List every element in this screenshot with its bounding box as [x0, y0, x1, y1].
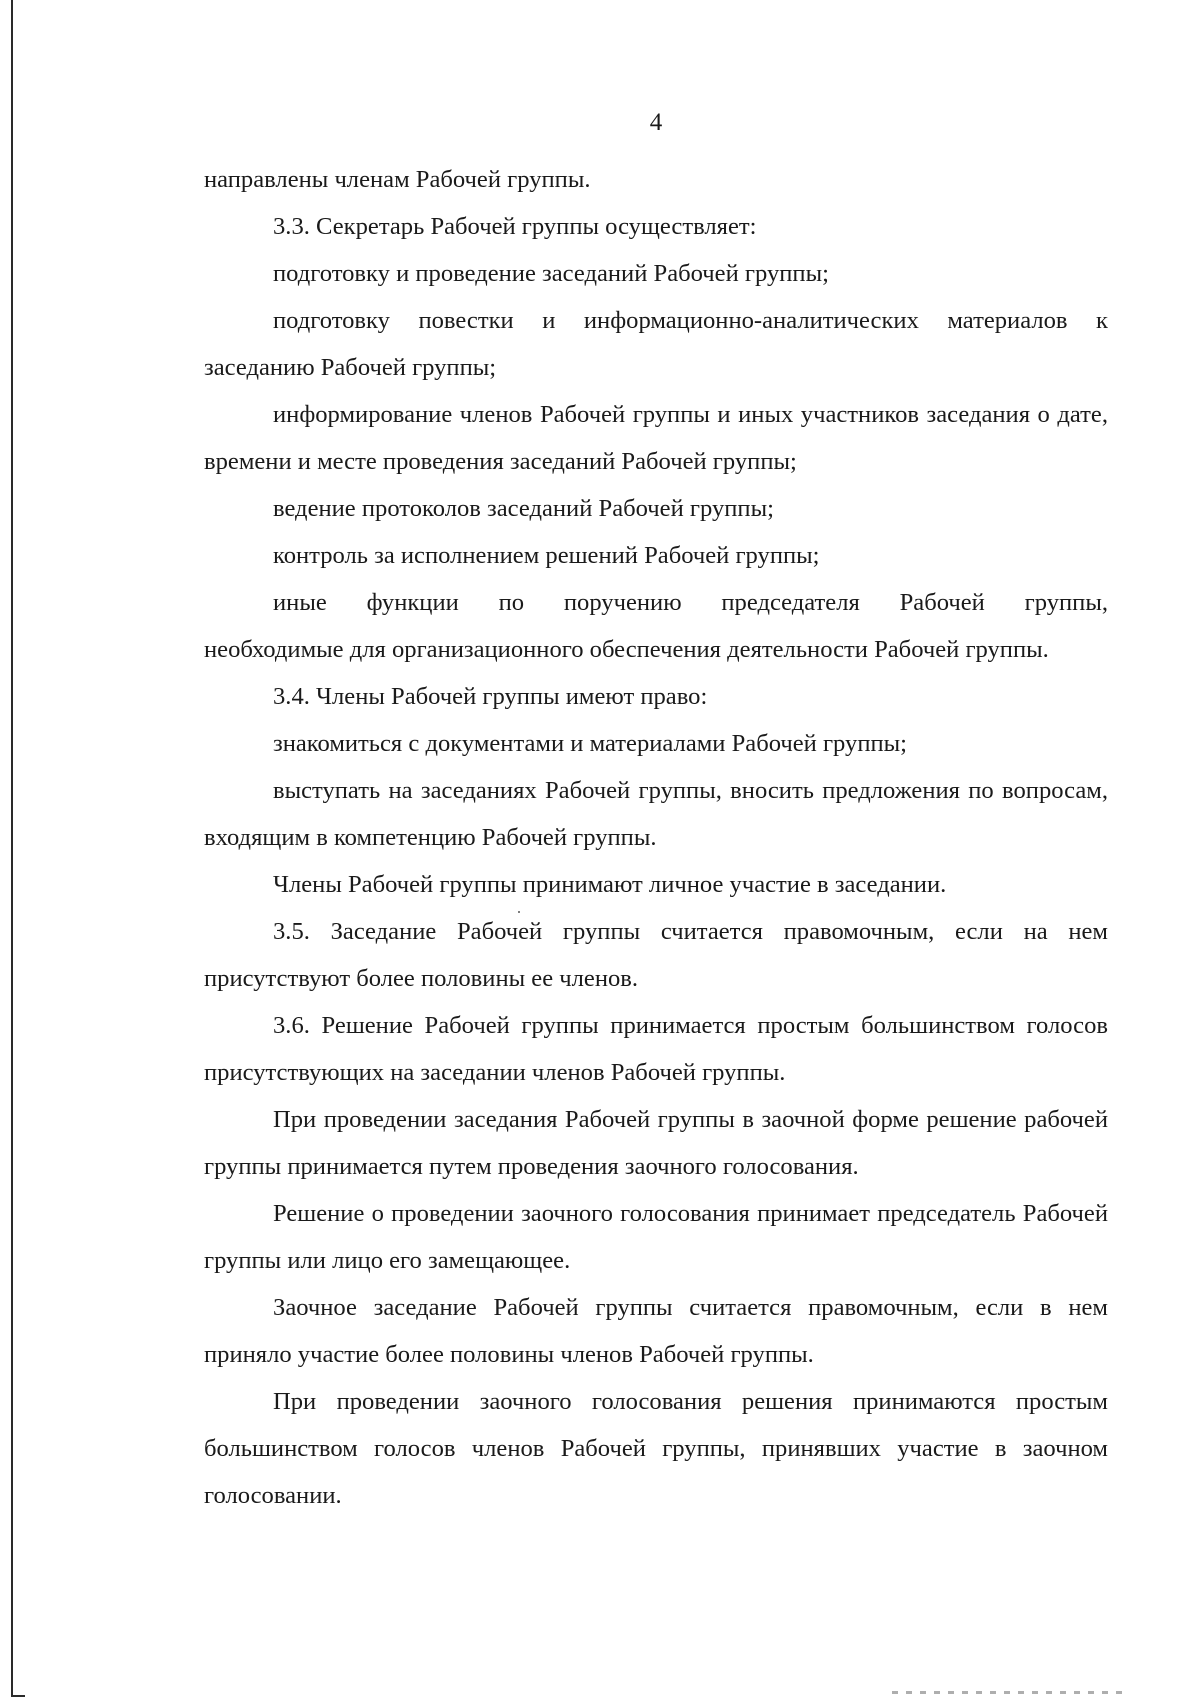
scan-speck	[518, 911, 520, 913]
secretary-duty-item: контроль за исполнением решений Рабочей группы;	[273, 542, 820, 569]
clause-3-5-paragraph: 3.5. Заседание Рабочей группы считается правомочным, если на нем присутствуют более половины ее членов.	[204, 918, 1108, 992]
document-body	[204, 156, 1108, 1519]
paragraph-continuation: направлены членам Рабочей группы.	[204, 166, 591, 193]
secretary-duty-item: подготовку повестки и информационно-аналитических материалов к заседанию Рабочей группы;	[204, 307, 1108, 381]
page-number: 4	[649, 109, 663, 136]
secretary-duty-item: информирование членов Рабочей группы и иных участников заседания о дате, времени и месте проведения заседаний Рабочей группы;	[204, 401, 1108, 475]
secretary-duty-item: подготовку и проведение заседаний Рабочей группы;	[273, 260, 829, 287]
member-participation-paragraph: Члены Рабочей группы принимают личное участие в заседании.	[273, 871, 947, 898]
absentee-decision-paragraph: Решение о проведении заочного голосования принимает председатель Рабочей группы или лицо его замещающее.	[204, 1200, 1108, 1274]
absentee-voting-paragraph: При проведении заочного голосования решения принимаются простым большинством голосов членов Рабочей группы, принявших участие в заочном голосовании.	[204, 1388, 1108, 1509]
clause-3-3-heading: 3.3. Секретарь Рабочей группы осуществляет:	[273, 213, 757, 240]
clause-3-4-heading: 3.4. Члены Рабочей группы имеют право:	[273, 683, 708, 710]
secretary-duty-item-continuation: необходимые для организационного обеспечения деятельности Рабочей группы.	[204, 636, 1049, 663]
member-right-item: выступать на заседаниях Рабочей группы, вносить предложения по вопросам, входящим в компетенцию Рабочей группы.	[204, 777, 1108, 851]
absentee-form-paragraph: При проведении заседания Рабочей группы в заочной форме решение рабочей группы принимается путем проведения заочного голосования.	[204, 1106, 1108, 1180]
scan-bottom-artifact	[892, 1691, 1122, 1694]
member-right-item: знакомиться с документами и материалами Рабочей группы;	[273, 730, 908, 757]
scan-left-edge	[11, 0, 13, 1697]
secretary-duty-item: ведение протоколов заседаний Рабочей группы;	[273, 495, 774, 522]
clause-3-6-paragraph: 3.6. Решение Рабочей группы принимается простым большинством голосов присутствующих на заседании членов Рабочей группы.	[204, 1012, 1108, 1086]
absentee-quorum-paragraph: Заочное заседание Рабочей группы считается правомочным, если в нем приняло участие более половины членов Рабочей группы.	[204, 1294, 1108, 1368]
secretary-duty-item: иные функции по поручению председателя Рабочей группы,	[273, 589, 1108, 616]
